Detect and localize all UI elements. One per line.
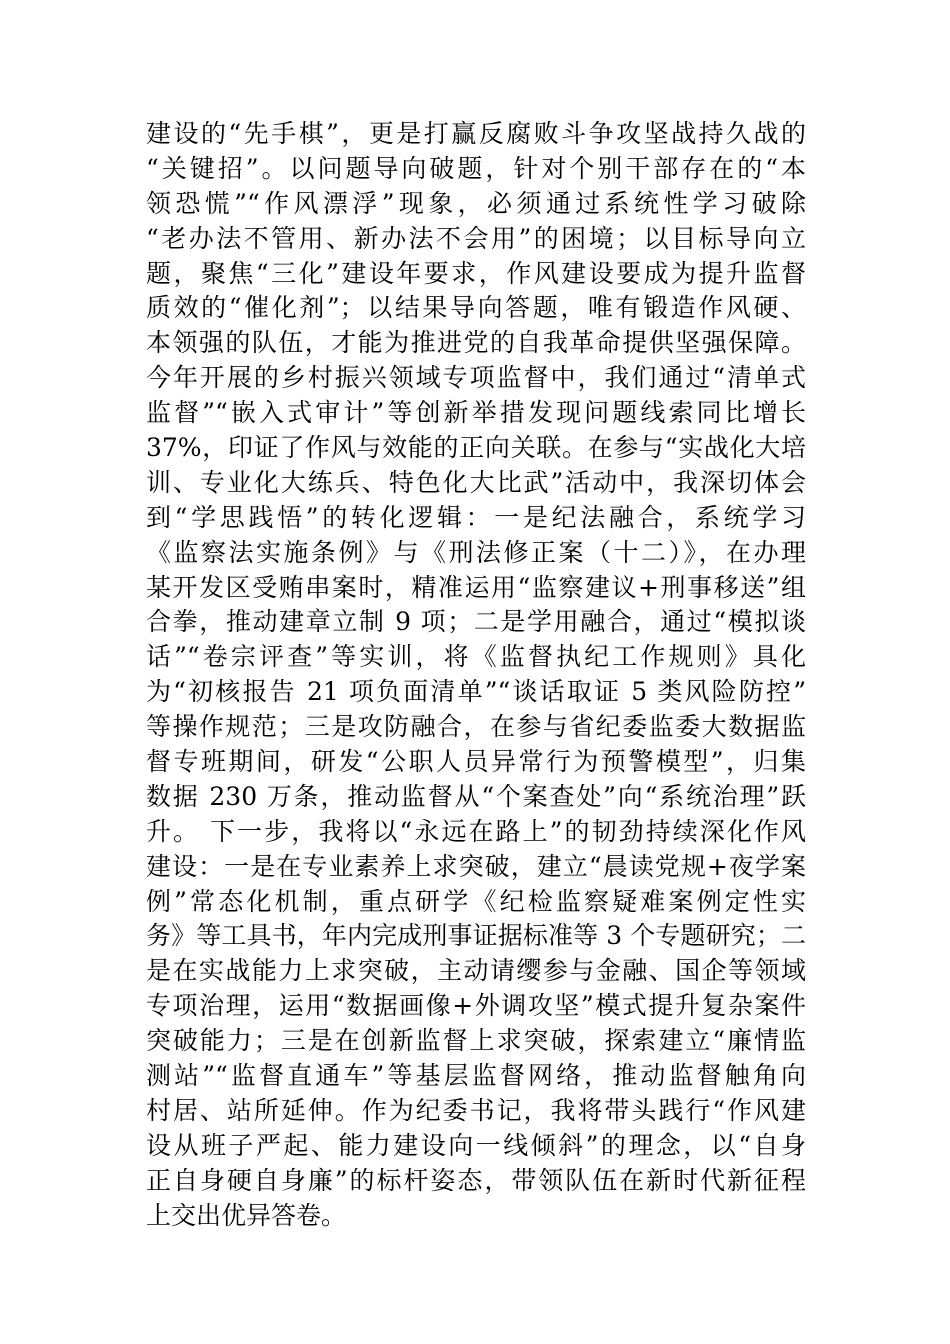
text-line: 题，聚焦“三化”建设年要求，作风建设要成为提升监督 — [146, 258, 806, 288]
text-line: 是在实战能力上求突破，主动请缨参与金融、国企等领域 — [146, 956, 806, 986]
text-line: 升。 下一步，我将以“永远在路上”的韧劲持续深化作风 — [146, 816, 806, 846]
text-line: 《监察法实施条例》与《刑法修正案（十二）》，在办理 — [146, 537, 806, 567]
text-line: 建设的“先手棋”，更是打赢反腐败斗争攻坚战持久战的 — [146, 119, 806, 148]
text-line: 某开发区受贿串案时，精准运用“监察建议+刑事移送”组 — [146, 572, 806, 602]
text-line: “老办法不管用、新办法不会用”的困境；以目标导向立 — [146, 223, 806, 253]
text-line: 领恐慌”“作风漂浮”现象，必须通过系统性学习破除 — [146, 188, 806, 218]
text-line: 质效的“催化剂”；以结果导向答题，唯有锻造作风硬、 — [146, 293, 806, 323]
text-line: 数据 230 万条，推动监督从“个案查处”向“系统治理”跃 — [146, 781, 806, 811]
text-line: 合拳，推动建章立制 9 项；二是学用融合，通过“模拟谈 — [146, 607, 806, 637]
text-line: 37%，印证了作风与效能的正向关联。在参与“实战化大培 — [146, 433, 806, 463]
text-line: 等操作规范；三是攻防融合，在参与省纪委监委大数据监 — [146, 712, 806, 742]
body-paragraph — [146, 117, 806, 1234]
text-line: 督专班期间，研发“公职人员异常行为预警模型”，归集 — [146, 747, 806, 777]
text-line: 本领强的队伍，才能为推进党的自我革命提供坚强保障。 — [146, 328, 806, 358]
text-line-last: 上交出优异答卷。 — [146, 1200, 347, 1230]
text-line: “关键招”。以问题导向破题，针对个别干部存在的“本 — [146, 153, 806, 183]
text-line: 监督”“嵌入式审计”等创新举措发现问题线索同比增长 — [146, 398, 806, 428]
text-line: 训、专业化大练兵、特色化大比武”活动中，我深切体会 — [146, 467, 806, 497]
text-line: 正自身硬自身廉”的标杆姿态，带领队伍在新时代新征程 — [146, 1165, 806, 1195]
text-line: 为“初核报告 21 项负面清单”“谈话取证 5 类风险防控” — [146, 677, 806, 707]
text-line: 务》等工具书，年内完成刑事证据标准等 3 个专题研究；二 — [146, 921, 806, 951]
text-line: 突破能力；三是在创新监督上求突破，探索建立“廉情监 — [146, 1026, 806, 1056]
text-line: 到“学思践悟”的转化逻辑：一是纪法融合，系统学习 — [146, 502, 806, 532]
text-line: 例”常态化机制，重点研学《纪检监察疑难案例定性实 — [146, 886, 806, 916]
text-line: 设从班子严起、能力建设向一线倾斜”的理念，以“自身 — [146, 1130, 806, 1160]
text-line: 话”“卷宗评查”等实训，将《监督执纪工作规则》具化 — [146, 642, 806, 672]
text-line: 专项治理，运用“数据画像+外调攻坚”模式提升复杂案件 — [146, 991, 806, 1021]
text-line: 今年开展的乡村振兴领域专项监督中，我们通过“清单式 — [146, 363, 806, 393]
text-line: 测站”“监督直通车”等基层监督网络，推动监督触角向 — [146, 1061, 806, 1091]
text-line: 建设：一是在专业素养上求突破，建立“晨读党规+夜学案 — [146, 851, 806, 881]
text-line: 村居、站所延伸。作为纪委书记，我将带头践行“作风建 — [146, 1095, 806, 1125]
